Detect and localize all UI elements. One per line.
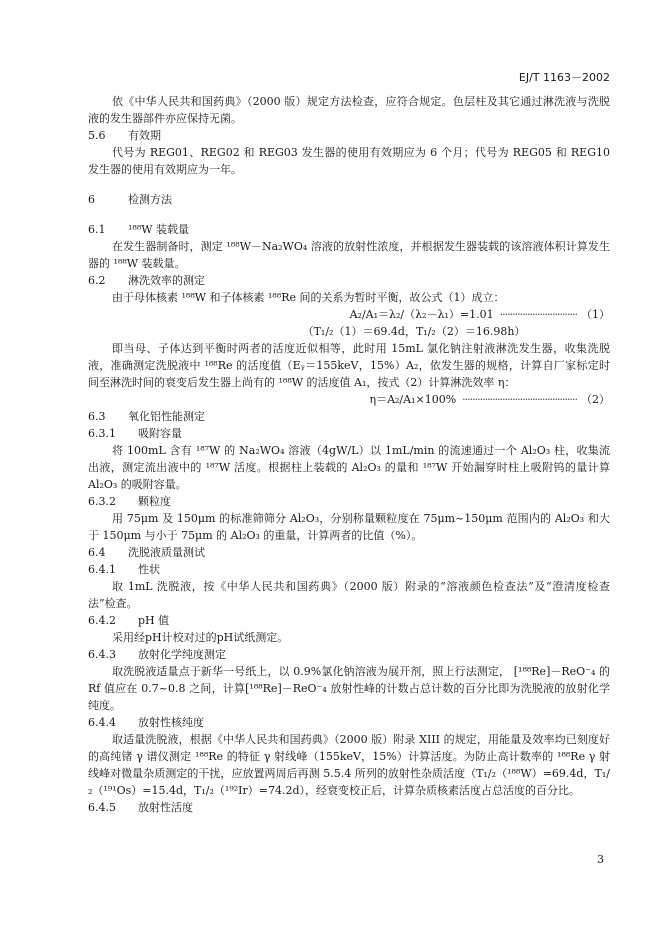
paragraph: 采用经pH计校对过的pH试纸测定。 <box>112 631 289 644</box>
section-heading <box>88 221 610 238</box>
formula-line <box>88 391 610 408</box>
section-title: 颗粒度 <box>138 495 171 508</box>
section-number: 6.4.1 <box>88 563 116 576</box>
paragraph: 用 75μm 及 150μm 的标准筛筛分 Al₂O₃，分别称量颗粒度在 75μm~150μm 范围内的 Al₂O₃ 和大于 150μm 与小于 75μm 的 Al₂O₃ 的重量，计算两者的比值（%）。 <box>88 512 610 542</box>
formula-condition: （T₁/₂（1）＝69.4d，T₁/₂（2）＝16.98h） <box>302 325 526 338</box>
formula-leader-dots: ·············································· <box>462 393 577 406</box>
section-title: 放射性核纯度 <box>138 716 204 729</box>
section-number: 6.1 <box>88 223 106 236</box>
paragraph: 代号为 REG01、REG02 和 REG03 发生器的使用有效期应为 6 个月；代号为 REG05 和 REG10 发生器的使用有效期应为一年。 <box>88 146 610 176</box>
section-number: 6.3.2 <box>88 495 116 508</box>
paragraph: 即当母、子体达到平衡时两者的活度近似相等，此时用 15mL 氯化钠注射液淋洗发生器，收集洗脱液，准确测定洗脱液中 ¹⁸⁸Re 的活度值（Eᵧ＝155keV，15%）A₂，依发生器的规格，计算自厂家标定时间至淋洗时间的衰变后发生器上尚有的 ¹⁸⁸W 的活度值 A₁，按式（2）计算淋洗效率 η： <box>88 342 610 389</box>
section-heading <box>88 425 610 442</box>
page-number: 3 <box>597 853 604 866</box>
section-title: 有效期 <box>128 129 161 142</box>
section-number: 6.4.3 <box>88 648 116 661</box>
section-title: pH 值 <box>138 614 170 627</box>
section-number: 6.3.1 <box>88 427 116 440</box>
section-number: 6 <box>88 193 95 206</box>
section-number: 6.4 <box>88 546 106 559</box>
section-title: 淋洗效率的测定 <box>128 274 205 287</box>
section-heading <box>88 714 610 731</box>
section-heading <box>88 127 610 144</box>
section-heading <box>88 799 610 816</box>
section-heading <box>88 272 610 289</box>
paragraph: 依《中华人民共和国药典》（2000 版）规定方法检查，应符合规定。色层柱及其它通过淋洗液与洗脱液的发生器部件亦应保持无菌。 <box>88 95 610 125</box>
section-heading <box>88 408 610 425</box>
formula-line <box>88 306 610 323</box>
section-title: 放射性活度 <box>138 801 193 814</box>
formula-number: （2） <box>581 393 610 406</box>
document-code: EJ/T 1163－2002 <box>518 71 610 84</box>
section-title: 氧化铝性能测定 <box>128 410 205 423</box>
section-number: 6.4.2 <box>88 614 116 627</box>
paragraph: 取适量洗脱液，根据《中华人民共和国药典》（2000 版）附录 XIII 的规定，用能量及效率均已刻度好的高纯锗 γ 谱仪测定 ¹⁸⁸Re 的特征 γ 射线峰（155keV，15%）计算活度。为防止高计数率的 ¹⁸⁸Re γ 射线峰对微量杂质测定的干扰，应放置两周后再测 5.5.4 所列的放射性杂质活度（T₁/₂（¹⁸⁸W）=69.4d，T₁/₂（¹⁹¹Os）=15.4d，T₁/₂（¹⁹²Ir）=74.2d），经衰变校正后，计算杂质核素活度占总活度的百分比。 <box>88 733 610 797</box>
paragraph: 取洗脱液适量点于新华一号纸上，以 0.9%氯化钠溶液为展开剂，照上行法测定， [¹⁸⁸Re]－ReO⁻₄ 的 Rf 值应在 0.7~0.8 之间，计算[¹⁸⁸Re]－ReO⁻₄ 放射性峰的计数占总计数的百分比即为洗脱液的放射化学纯度。 <box>88 665 610 712</box>
section-number: 6.4.5 <box>88 801 116 814</box>
section-number: 6.4.4 <box>88 716 116 729</box>
section-number: 6.3 <box>88 410 106 423</box>
formula-expression: η＝A₂/A₁×100% <box>369 393 457 406</box>
document-body <box>88 93 610 816</box>
section-heading <box>88 646 610 663</box>
section-title: 检测方法 <box>128 193 172 206</box>
section-number: 5.6 <box>88 129 106 142</box>
section-title: 洗脱液质量测试 <box>128 546 205 559</box>
formula-number: （1） <box>581 308 610 321</box>
section-heading <box>88 191 610 208</box>
section-heading <box>88 561 610 578</box>
section-heading <box>88 493 610 510</box>
paragraph: 由于母体核素 ¹⁸⁸W 和子体核素 ¹⁸⁸Re 间的关系为暂时平衡，故公式（1）成立： <box>112 291 505 304</box>
section-number: 6.2 <box>88 274 106 287</box>
section-title: 性状 <box>138 563 160 576</box>
section-title: 吸附容量 <box>138 427 182 440</box>
paragraph: 将 100mL 含有 ¹⁸⁷W 的 Na₂WO₄ 溶液（4gW/L）以 1mL/min 的流速通过一个 Al₂O₃ 柱，收集流出液，测定流出液中的 ¹⁸⁷W 活度。根据柱上装载的 Al₂O₃ 的量和 ¹⁸⁷W 开始漏穿时柱上吸附钨的量计算 Al₂O₃ 的吸附容量。 <box>88 444 610 491</box>
section-heading <box>88 612 610 629</box>
section-title: 放射化学纯度测定 <box>138 648 226 661</box>
paragraph: 在发生器制备时，测定 ¹⁸⁸W－Na₂WO₄ 溶液的放射性浓度，并根据发生器装载的该溶液体积计算发生器的 ¹⁸⁸W 装载量。 <box>88 240 610 270</box>
formula-expression: A₂/A₁＝λ₂/（λ₂－λ₁）=1.01 <box>349 308 494 321</box>
paragraph: 取 1mL 洗脱液，按《中华人民共和国药典》（2000 版）附录的“溶液颜色检查法”及“澄清度检查法”检查。 <box>88 580 610 610</box>
section-heading <box>88 544 610 561</box>
formula-leader-dots: ······························· <box>499 308 577 321</box>
section-title: ¹⁸⁸W 装载量 <box>128 223 190 236</box>
